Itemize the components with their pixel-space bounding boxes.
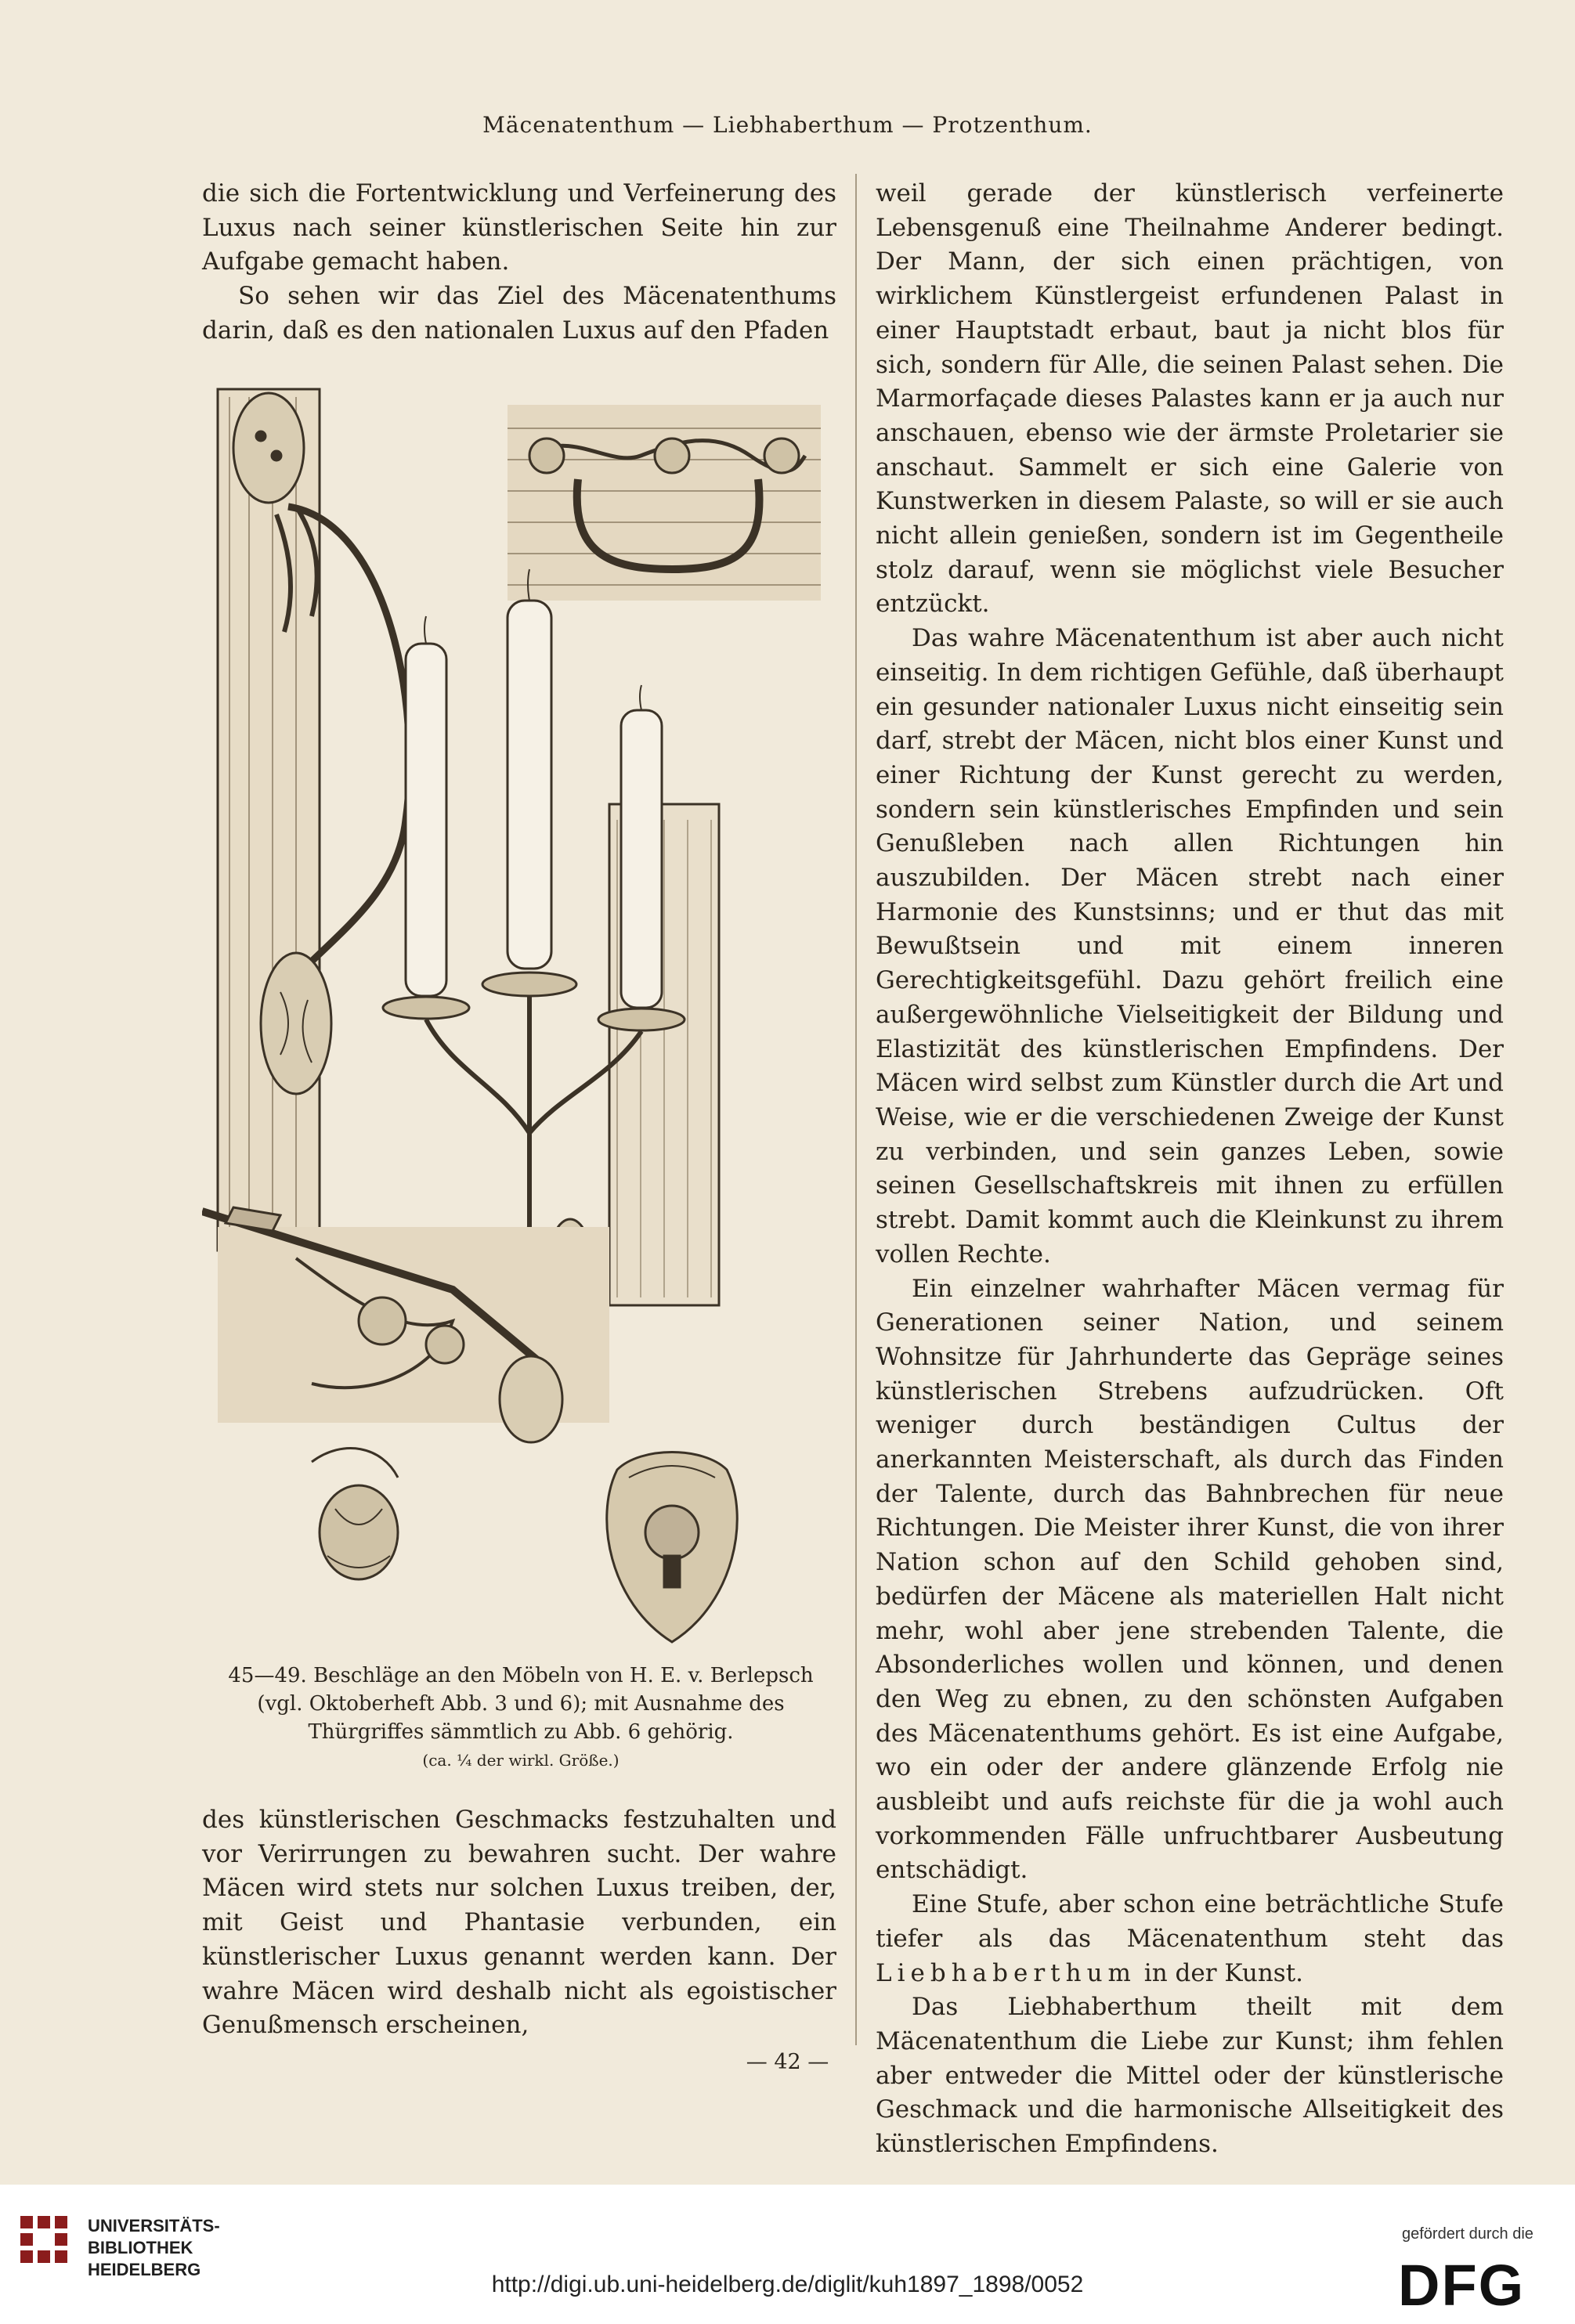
text-run: Eine Stufe, aber schon eine beträchtliche Stufe tiefer als das Mäcenatenthum steht das (876, 1890, 1504, 1953)
text-run: in der Kunst. (1143, 1958, 1304, 1987)
bracket-figure (202, 1207, 609, 1579)
paragraph: Das Liebhaberthum theilt mit dem Mäcenatenthum die Liebe zur Kunst; ihm fehlen aber entweder die Mittel oder der künstlerische Geschmack und die harmonische Allseitigkeit des künstlerischen Empfindens. (876, 1993, 1504, 2159)
figure-caption (208, 1662, 834, 1774)
column-rule (855, 174, 857, 2045)
paragraph: des künstlerischen Geschmacks festzuhalten und vor Verirrungen zu bewahren sucht. Der wahre Mäcen wird stets nur solchen Luxus treiben, der, mit Geist und Phantasie verbunden, ein künstlerischer Luxus genannt werden kann. Der wahre Mäcen wird deshalb nicht als egoistischer Genußmensch erscheinen, (202, 1806, 836, 2040)
paragraph: Ein einzelner wahrhafter Mäcen vermag für Generationen seiner Nation, und seinem Wohnsitze für Jahrhunderte das Gepräge seines künstlerischen Strebens aufzudrücken. Oft weniger durch beständigen Cultus der anerkannten Meisterschaft, als durch das Finden der Talente, durch das Bahnbrechen für neue Richtungen. Die Meister ihrer Kunst, die von ihrer Nation schon auf den Schild gehoben sind, bedürfen der Mäcene als materiellen Halt nicht mehr, wohl aber jene strebenden Talente, die Absonderliches wollen und können, und denen den Weg zu ebnen, zu den schönsten Aufgaben des Mäcenatenthums gehört. Es ist eine Aufgabe, wo ein oder der andere glänzende Erfolg nie ausbleibt und aufs reichste für die ja wohl auch vorkommenden Fälle unfruchtbarer Ausbeutung entschädigt. (876, 1274, 1504, 1885)
library-name-line: BIBLIOTHEK (88, 2238, 193, 2257)
paragraph: weil gerade der künstlerisch verfeinerte Lebensgenuß eine Theilnahme Anderer bedingt. Der Mann, der sich einen prächtigen, von wirklichem Künstlergeist erfundenen Palast in einer Hauptstadt erbaut, baut ja nicht blos für sich, sondern für Alle, die seinen Palast sehen. Die Marmorfaçade dieses Palastes kann er ja auch nur anschauen, ebenso wie der ärmste Proletarier sie anschaut. Sammelt er sich eine Galerie von Kunstwerken in diesem Palaste, so will er sie auch nicht allein genießen, sondern ist im Gegentheile stolz darauf, wenn sie möglichst viele Besucher entzückt. (876, 179, 1504, 619)
candelabrum-figure (383, 569, 719, 1313)
sponsor-text: gefördert durch die (1402, 2225, 1533, 2243)
right-column (876, 177, 1504, 2162)
emphasized-term: Liebhaberthum (876, 1958, 1136, 1987)
dfg-logo: DFG (1398, 2253, 1526, 2318)
running-title: Mäcenatenthum — Liebhaberthum — Protzenthum. (482, 112, 1093, 138)
library-name-line: UNIVERSITÄTS- (88, 2216, 220, 2236)
wooden-post-figure (218, 389, 410, 1250)
source-url-link[interactable]: http://digi.ub.uni-heidelberg.de/diglit/kuh1897_1898/0052 (491, 2272, 1084, 2297)
paragraph: So sehen wir das Ziel des Mäcenatenthums darin, daß es den nationalen Luxus auf den Pfaden (202, 282, 836, 345)
caption-line: (vgl. Oktoberheft Abb. 3 und 6); mit Ausnahme des Thürgriffes sämmtlich zu Abb. 6 gehörig. (257, 1692, 785, 1744)
left-column-bottom (202, 1803, 836, 2043)
paragraph: die sich die Fortentwicklung und Verfeinerung des Luxus nach seiner künstlerischen Seite hin zur Aufgabe gemacht haben. (202, 179, 836, 276)
caption-scale: (ca. ¼ der wirkl. Größe.) (422, 1751, 620, 1770)
fittings-illustration (202, 381, 836, 1658)
caption-line: 45—49. Beschläge an den Möbeln von H. E. v. Berlepsch (228, 1664, 814, 1687)
paragraph: Das wahre Mäcenatenthum ist aber auch nicht einseitig. In dem richtigen Gefühle, daß überhaupt ein gesunder nationaler Luxus nicht einseitig sein darf, strebt der Mäcen, nicht blos einer Kunst und einer Richtung der Kunst gerecht zu werden, sondern sein künstlerisches Empfinden und sein Genußleben nach allen Richtungen hin auszubilden. Der Mäcen strebt nach einer Harmonie des Kunstsinns; und er thut das mit Bewußtsein und mit einem inneren Gerechtigkeitsgefühl. Dazu gehört freilich eine außergewöhnliche Vielseitigkeit der Bildung und Elastizität des künstlerischen Empfindens. Der Mäcen wird selbst zum Künstler durch die Art und Weise, wie er die verschiedenen Zweige der Kunst zu verbinden, und sein ganzes Leben, sowie seinen Gesellschaftskreis mit ihnen zu erfüllen strebt. Damit kommt auch die Kleinkunst zu ihrem vollen Rechte. (876, 624, 1504, 1268)
escutcheon-figure (607, 1452, 737, 1643)
left-column-top (202, 177, 836, 348)
page-number: — 42 — (746, 2050, 829, 2074)
drawer-pull-figure (508, 405, 821, 601)
paragraph (876, 1888, 1504, 1990)
footer-bar (0, 2185, 1575, 2324)
library-name-line: HEIDELBERG (88, 2260, 201, 2279)
